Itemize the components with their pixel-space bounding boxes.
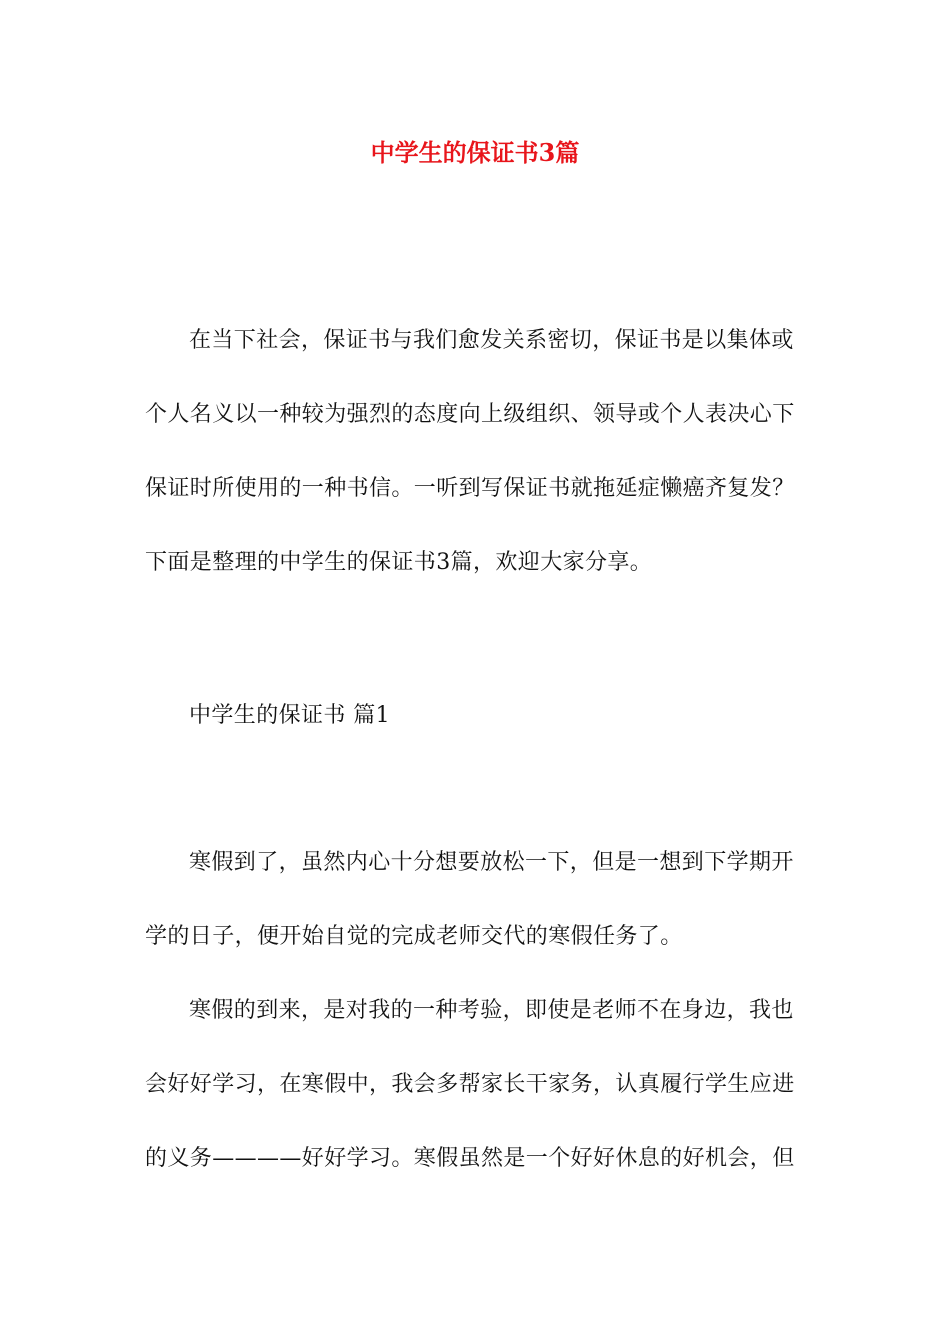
intro-paragraph: 在当下社会，保证书与我们愈发关系密切，保证书是以集体或个人名义以一种较为强烈的态度向上级组织、领导或个人表决心下保证时所使用的一种书信。一听到写保证书就拖延症懒癌齐复发？下面是整理的中学生的保证书3篇，欢迎大家分享。 (145, 328, 795, 575)
section-heading: 中学生的保证书 篇1 (189, 703, 390, 728)
body-paragraph-2: 寒假的到来，是对我的一种考验，即使是老师不在身边，我也会好好学习，在寒假中，我会多帮家长干家务，认真履行学生应进的义务————好好学习。寒假虽然是一个好好休息的好机会，但 (145, 998, 795, 1171)
body-paragraph-1: 寒假到了，虽然内心十分想要放松一下，但是一想到下学期开学的日子，便开始自觉的完成老师交代的寒假任务了。 (145, 850, 794, 949)
document-title: 中学生的保证书3篇 (370, 138, 580, 167)
